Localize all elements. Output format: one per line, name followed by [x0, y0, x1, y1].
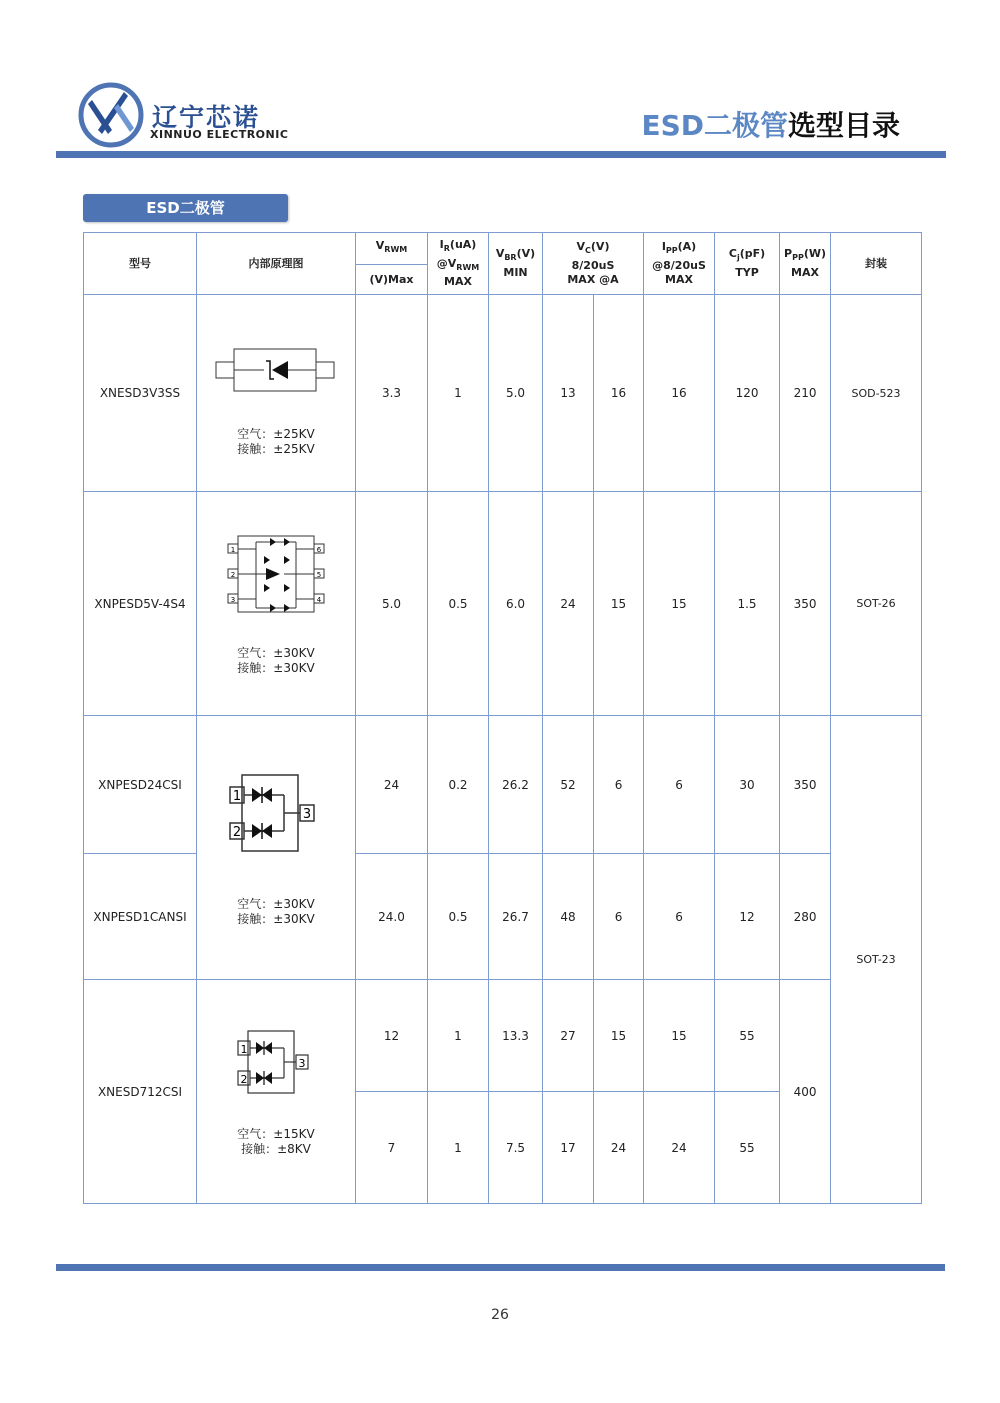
- pin-label: 1: [230, 545, 236, 554]
- pin-label: 2: [230, 570, 236, 579]
- tvs-diode-icon: [214, 335, 338, 405]
- header-model: 型号: [84, 233, 197, 295]
- ir-value: 1: [428, 980, 489, 1092]
- part-number: XNESD712CSI: [84, 980, 197, 1204]
- ir-value: 0.5: [428, 492, 489, 716]
- pin-label: 1: [240, 1042, 248, 1056]
- ppp-value: 210: [780, 295, 831, 492]
- vc-value: 48: [543, 854, 594, 980]
- diagram-cell: [197, 295, 356, 492]
- header-ipp: $I_{PP}(A)$ @8/20uS MAX: [644, 233, 715, 295]
- esd-air-rating: 空气：±30KV: [237, 896, 315, 911]
- diagram-cell: [197, 980, 356, 1204]
- pin-label: 5: [316, 570, 322, 579]
- header-rule: [56, 151, 946, 158]
- esd-air-rating: 空气：±30KV: [237, 645, 315, 660]
- pin-label: 3: [302, 806, 312, 822]
- section-tab: ESD二极管: [83, 194, 288, 222]
- header-ppp: $P_{PP}(W)$ MAX: [780, 233, 831, 295]
- pin-label: 2: [232, 824, 242, 840]
- header-vrwm-unit: (V)Max: [356, 265, 428, 295]
- header-cj: $C_j(pF)$ TYP: [715, 233, 780, 295]
- brand-name-en: XINNUO ELECTRONIC: [150, 128, 289, 141]
- vbr-value: 6.0: [489, 492, 543, 716]
- header-package: 封装: [831, 233, 922, 295]
- diagram-cell: [197, 716, 356, 980]
- ipp-value: 15: [644, 980, 715, 1092]
- header-vrwm: $V_{RWM}$: [356, 233, 428, 265]
- vrwm-value: 24.0: [356, 854, 428, 980]
- esd-air-rating: 空气：±25KV: [237, 427, 315, 441]
- esd-contact-rating: 接触：±30KV: [237, 911, 315, 926]
- part-number: XNPESD1CANSI: [84, 854, 197, 980]
- vc-value: 13: [543, 295, 594, 492]
- esd-air-rating: 空气：±15KV: [237, 1126, 315, 1141]
- part-number: XNPESD24CSI: [84, 716, 197, 854]
- ir-value: 0.2: [428, 716, 489, 854]
- catalog-title-blue: ESD二极管: [641, 109, 788, 142]
- vc-current-value: 16: [594, 295, 644, 492]
- pin-label: 2: [240, 1072, 248, 1086]
- pin-label: 1: [232, 788, 242, 804]
- diode-array-icon: [226, 532, 326, 616]
- vc-current-value: 15: [594, 980, 644, 1092]
- esd-selection-table: [83, 232, 922, 1204]
- table-row: [84, 492, 922, 716]
- ipp-value: 15: [644, 492, 715, 716]
- vbr-value: 5.0: [489, 295, 543, 492]
- esd-contact-rating: 接触：±25KV: [237, 442, 315, 456]
- table-row: [84, 716, 922, 854]
- ipp-value: 6: [644, 854, 715, 980]
- pin-label: 6: [316, 545, 322, 554]
- package-value: SOT-23: [831, 716, 922, 1204]
- pin-label: 3: [298, 1056, 306, 1070]
- vbr-value: 26.7: [489, 854, 543, 980]
- footer-rule: [56, 1264, 945, 1271]
- vc-value: 24: [543, 492, 594, 716]
- ipp-value: 24: [644, 1092, 715, 1204]
- ppp-value: 400: [780, 980, 831, 1204]
- package-value: SOD-523: [831, 295, 922, 492]
- vc-value: 27: [543, 980, 594, 1092]
- vrwm-value: 5.0: [356, 492, 428, 716]
- vrwm-value: 12: [356, 980, 428, 1092]
- vc-current-value: 6: [594, 854, 644, 980]
- part-number: XNESD3V3SS: [84, 295, 197, 492]
- page-number: 26: [491, 1307, 509, 1323]
- bidirectional-tvs-icon: [228, 769, 324, 859]
- header-vbr: $V_{BR}(V)$ MIN: [489, 233, 543, 295]
- part-number: XNPESD5V-4S4: [84, 492, 197, 716]
- table-row: [84, 295, 922, 492]
- header-ir: $I_R(uA)$ $@V_{RWM}$ MAX: [428, 233, 489, 295]
- package-value: SOT-26: [831, 492, 922, 716]
- ppp-value: 350: [780, 492, 831, 716]
- vrwm-value: 7: [356, 1092, 428, 1204]
- vc-current-value: 24: [594, 1092, 644, 1204]
- ppp-value: 280: [780, 854, 831, 980]
- cj-value: 1.5: [715, 492, 780, 716]
- table-row: [84, 980, 922, 1092]
- pin-label: 4: [316, 595, 322, 604]
- vrwm-value: 24: [356, 716, 428, 854]
- ir-value: 1: [428, 1092, 489, 1204]
- cj-value: 30: [715, 716, 780, 854]
- header-vc: $V_C(V)$ 8/20uS MAX @A: [543, 233, 644, 295]
- brand-name-cn: 辽宁芯诺: [152, 103, 261, 132]
- vc-value: 52: [543, 716, 594, 854]
- diagram-cell: [197, 492, 356, 716]
- esd-contact-rating: 接触：±8KV: [241, 1141, 311, 1156]
- vbr-value: 26.2: [489, 716, 543, 854]
- ppp-value: 350: [780, 716, 831, 854]
- vbr-value: 13.3: [489, 980, 543, 1092]
- vc-value: 17: [543, 1092, 594, 1204]
- header-diagram: 内部原理图: [197, 233, 356, 295]
- cj-value: 120: [715, 295, 780, 492]
- vc-current-value: 6: [594, 716, 644, 854]
- bidirectional-tvs-icon: [234, 1027, 318, 1097]
- brand-logo-icon: [78, 82, 146, 148]
- ir-value: 0.5: [428, 854, 489, 980]
- ipp-value: 6: [644, 716, 715, 854]
- vbr-value: 7.5: [489, 1092, 543, 1204]
- vrwm-value: 3.3: [356, 295, 428, 492]
- cj-value: 55: [715, 1092, 780, 1204]
- cj-value: 12: [715, 854, 780, 980]
- vc-current-value: 15: [594, 492, 644, 716]
- cj-value: 55: [715, 980, 780, 1092]
- catalog-title: [641, 104, 900, 144]
- catalog-title-black: 选型目录: [787, 109, 900, 142]
- ir-value: 1: [428, 295, 489, 492]
- pin-label: 3: [230, 595, 236, 604]
- esd-contact-rating: 接触：±30KV: [237, 660, 315, 675]
- ipp-value: 16: [644, 295, 715, 492]
